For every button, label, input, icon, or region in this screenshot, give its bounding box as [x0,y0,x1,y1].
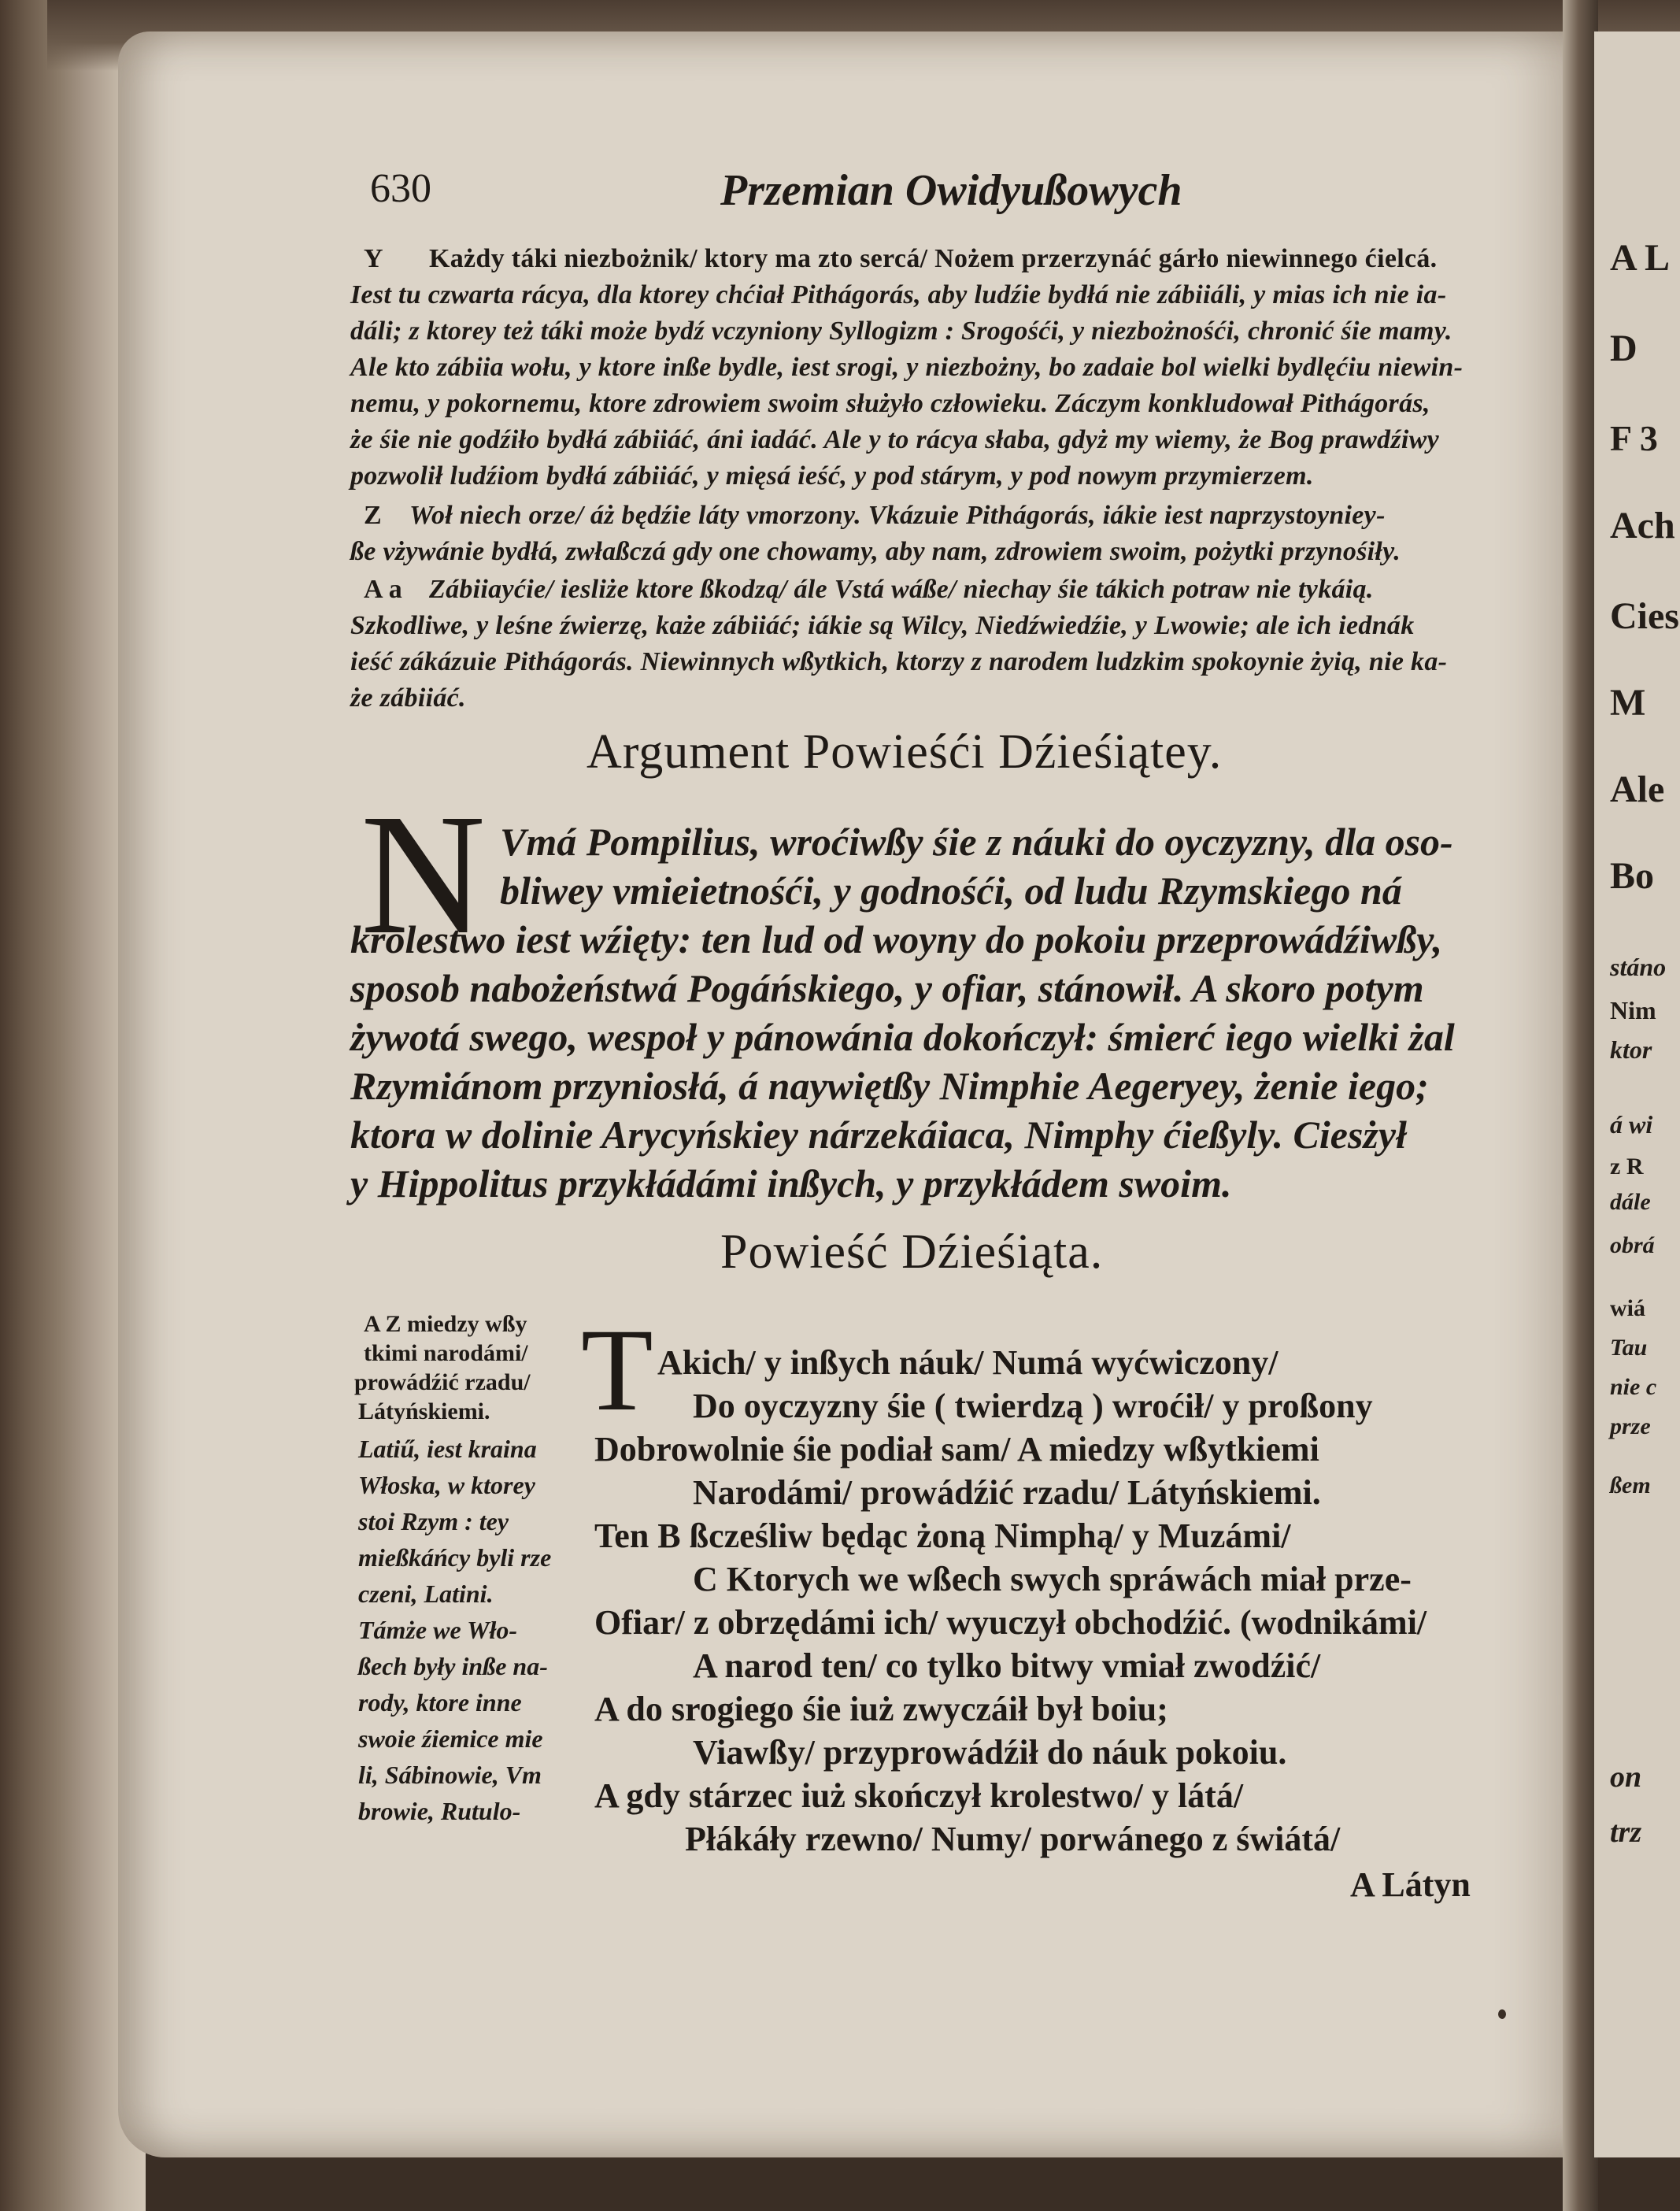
next-page-fragment: prze [1610,1413,1651,1439]
verse-line: A do srogiego śie iuż zwyczáił był boiu; [594,1690,1168,1728]
note-line: Szkodliwe, y leśne źwierzę, każe zábiiáć; iákie są Wilcy, Niedźwiedźie, y Lwowie; ale ich iednák [350,611,1415,640]
tale-initial: T [581,1305,653,1435]
next-page-fragment: á wi [1610,1110,1653,1139]
argument-line: krolestwo iest wźięty: ten lud od woyny do pokoiu przeprowádźiwßy, [350,917,1443,961]
note-line: Ale kto zábiia wołu, y ktore inße bydle, iest srogi, y niezbożny, bo zadaie bol wielki bydlęćiu niewin- [350,353,1464,382]
next-page-fragment: F 3 [1610,418,1658,458]
note-marker: A a [364,575,403,604]
sidenote-line: Włoska, w ktorey [358,1471,535,1499]
sidenote-line: mießkáńcy byli rze [358,1543,552,1572]
note-line: nemu, y pokornemu, ktore zdrowiem swoim służyło człowieku. Záczym konkludował Pithágorás, [350,389,1430,418]
verse-line: A gdy stárzec iuż skończył krolestwo/ y látá/ [594,1776,1244,1815]
verse-line: Ten B ßcześliw będąc żoną Nimphą/ y Muzámi/ [594,1517,1291,1555]
next-page-edge [1594,31,1680,2157]
verse-line: Viawßy/ przyprowádźił do náuk pokoiu. [693,1733,1287,1772]
next-page-fragment: ktor [1610,1035,1652,1064]
note-line: dáli; z ktorey też táki może bydź vczyniony Syllogizm : Srogośći, y niezbożnośći, chronić śie mamy. [350,317,1452,346]
argument-line: ktora w dolinie Arycyńskiey nárzekáiaca, Nimphy ćießyly. Ciesżył [350,1113,1407,1157]
sidenote-line: swoie źiemice mie [358,1724,543,1753]
argument-line: bliwey vmieietnośći, y godnośći, od ludu Rzymskiego ná [500,868,1402,913]
next-page-fragment: nie c [1610,1374,1657,1400]
verse-line: Płákáły rzewno/ Numy/ porwánego z świátá/ [685,1820,1341,1858]
next-page-fragment: A L [1610,237,1671,279]
book-gutter [1563,0,1598,2211]
next-page-fragment: wiá [1610,1295,1645,1321]
note-line: Woł niech orze/ áż będźie láty vmorzony. Vkázuie Pithágorás, iákie iest naprzystoyniey- [409,501,1386,530]
next-page-fragment: stáno [1610,953,1667,981]
sidenote-line: ßech były inße na- [358,1652,548,1680]
note-marker: Z [364,501,382,530]
next-page-fragment: trz [1610,1816,1642,1849]
next-page-fragment: Nim [1610,996,1656,1024]
sidenote-line: A Z miedzy wßy [364,1311,527,1337]
next-page-fragment: Ach [1610,505,1675,546]
next-page-fragment: Ale [1610,768,1665,810]
argument-initial: N [361,778,486,970]
next-page-fragment: z R [1610,1154,1644,1180]
sidenote-line: stoi Rzym : tey [358,1507,509,1535]
page-blemish [1498,2009,1506,2019]
next-page-fragment: ßem [1610,1472,1651,1498]
tale-heading: Powieść Dźieśiąta. [720,1225,1104,1279]
verse-line: Narodámi/ prowádźić rzadu/ Látyńskiemi. [693,1473,1321,1512]
verse-line: C Ktorych we wßech swych spráwách miał prze- [693,1560,1412,1598]
argument-line: y Hippolitus przykłádámi inßych, y przykłádem swoim. [350,1161,1232,1205]
next-page-fragment: obrá [1610,1232,1655,1258]
catchword: A Látyn [1350,1865,1471,1904]
next-page-fragment: M [1610,682,1646,724]
next-page-fragment: dále [1610,1189,1651,1215]
next-page-fragment: Bo [1610,855,1655,897]
argument-heading: Argument Powieśći Dźieśiątey. [587,725,1223,779]
sidenote-line: Támże we Wło- [358,1616,518,1644]
note-line: ieść zákázuie Pithágorás. Niewinnych wßytkich, ktorzy z narodem ludzkim spokoynie żyią, nie ka- [350,647,1448,676]
argument-line: Vmá Pompilius, wroćiwßy śie z náuki do oyczyzny, dla oso- [500,820,1453,864]
sidenote-line: Latiű, iest kraina [358,1435,537,1463]
next-page-fragment: on [1610,1761,1642,1794]
verse-line: Dobrowolnie śie podiał sam/ A miedzy wßytkiemi [594,1430,1319,1468]
argument-line: sposob nabożeństwá Pogáńskiego, y ofiar, stánowił. A skoro potym [350,966,1424,1010]
note-line: Każdy táki niezbożnik/ ktory ma zto sercá/ Nożem przerzynáć gárło niewinnego ćielcá. [429,244,1438,273]
sidenote-line: Látyńskiemi. [358,1398,490,1424]
next-page-fragment: Tau [1610,1335,1648,1361]
note-line: że śie nie godźiło bydłá zábiiáć, áni iadáć. Ale y to rácya słaba, gdyż my wiemy, że Bog prawdźiwy [350,425,1439,454]
verse-line: A narod ten/ co tylko bitwy vmiał zwodźić/ [693,1646,1321,1685]
note-marker: Y [364,244,383,273]
running-title: Przemian Owidyußowych [720,166,1182,215]
verse-line: Do oyczyzny śie ( twierdzą ) wroćił/ y proßony [693,1387,1373,1425]
page-number: 630 [370,166,431,211]
sidenote-line: tkimi narodámi/ [364,1340,528,1366]
note-line: Zábiiayćie/ iesliże ktore ßkodzą/ ále Vstá wáße/ niechay śie tákich potraw nie tykáią. [429,575,1374,604]
sidenote-line: browie, Rutulo- [358,1797,521,1825]
argument-line: Rzymiánom przyniosłá, á naywiętßy Nimphie Aegeryey, żenie iego; [350,1064,1429,1108]
verse-line: Akich/ y inßych náuk/ Numá wyćwiczony/ [657,1343,1279,1382]
sidenote-line: li, Sábinowie, Vm [358,1761,542,1789]
sidenote-line: prowádźić rzadu/ [354,1369,531,1395]
note-line: ße vżywánie bydłá, zwłaßczá gdy one chowamy, aby nam, zdrowiem swoim, pożytki przynośiły. [350,537,1401,566]
argument-line: żywotá swego, wespoł y pánowánia dokończył: śmierć iego wielki żal [350,1015,1455,1059]
verse-line: Ofiar/ z obrzędámi ich/ wyuczył obchodźić. (wodnikámi/ [594,1603,1427,1642]
next-page-fragment: D [1610,328,1637,369]
note-line: pozwolił ludźiom bydłá zábiiáć, y mięsá ieść, y pod stárym, y pod nowym przymierzem. [350,461,1314,491]
next-page-fragment: Cies [1610,595,1679,637]
note-line: Iest tu czwarta rácya, dla ktorey chćiał Pithágorás, aby ludźie bydłá nie zábiiáli, y mias ich nie ia- [350,280,1447,309]
note-line: że zábiiáć. [350,683,466,713]
sidenote-line: rody, ktore inne [358,1688,522,1717]
sidenote-line: czeni, Latini. [358,1580,494,1608]
